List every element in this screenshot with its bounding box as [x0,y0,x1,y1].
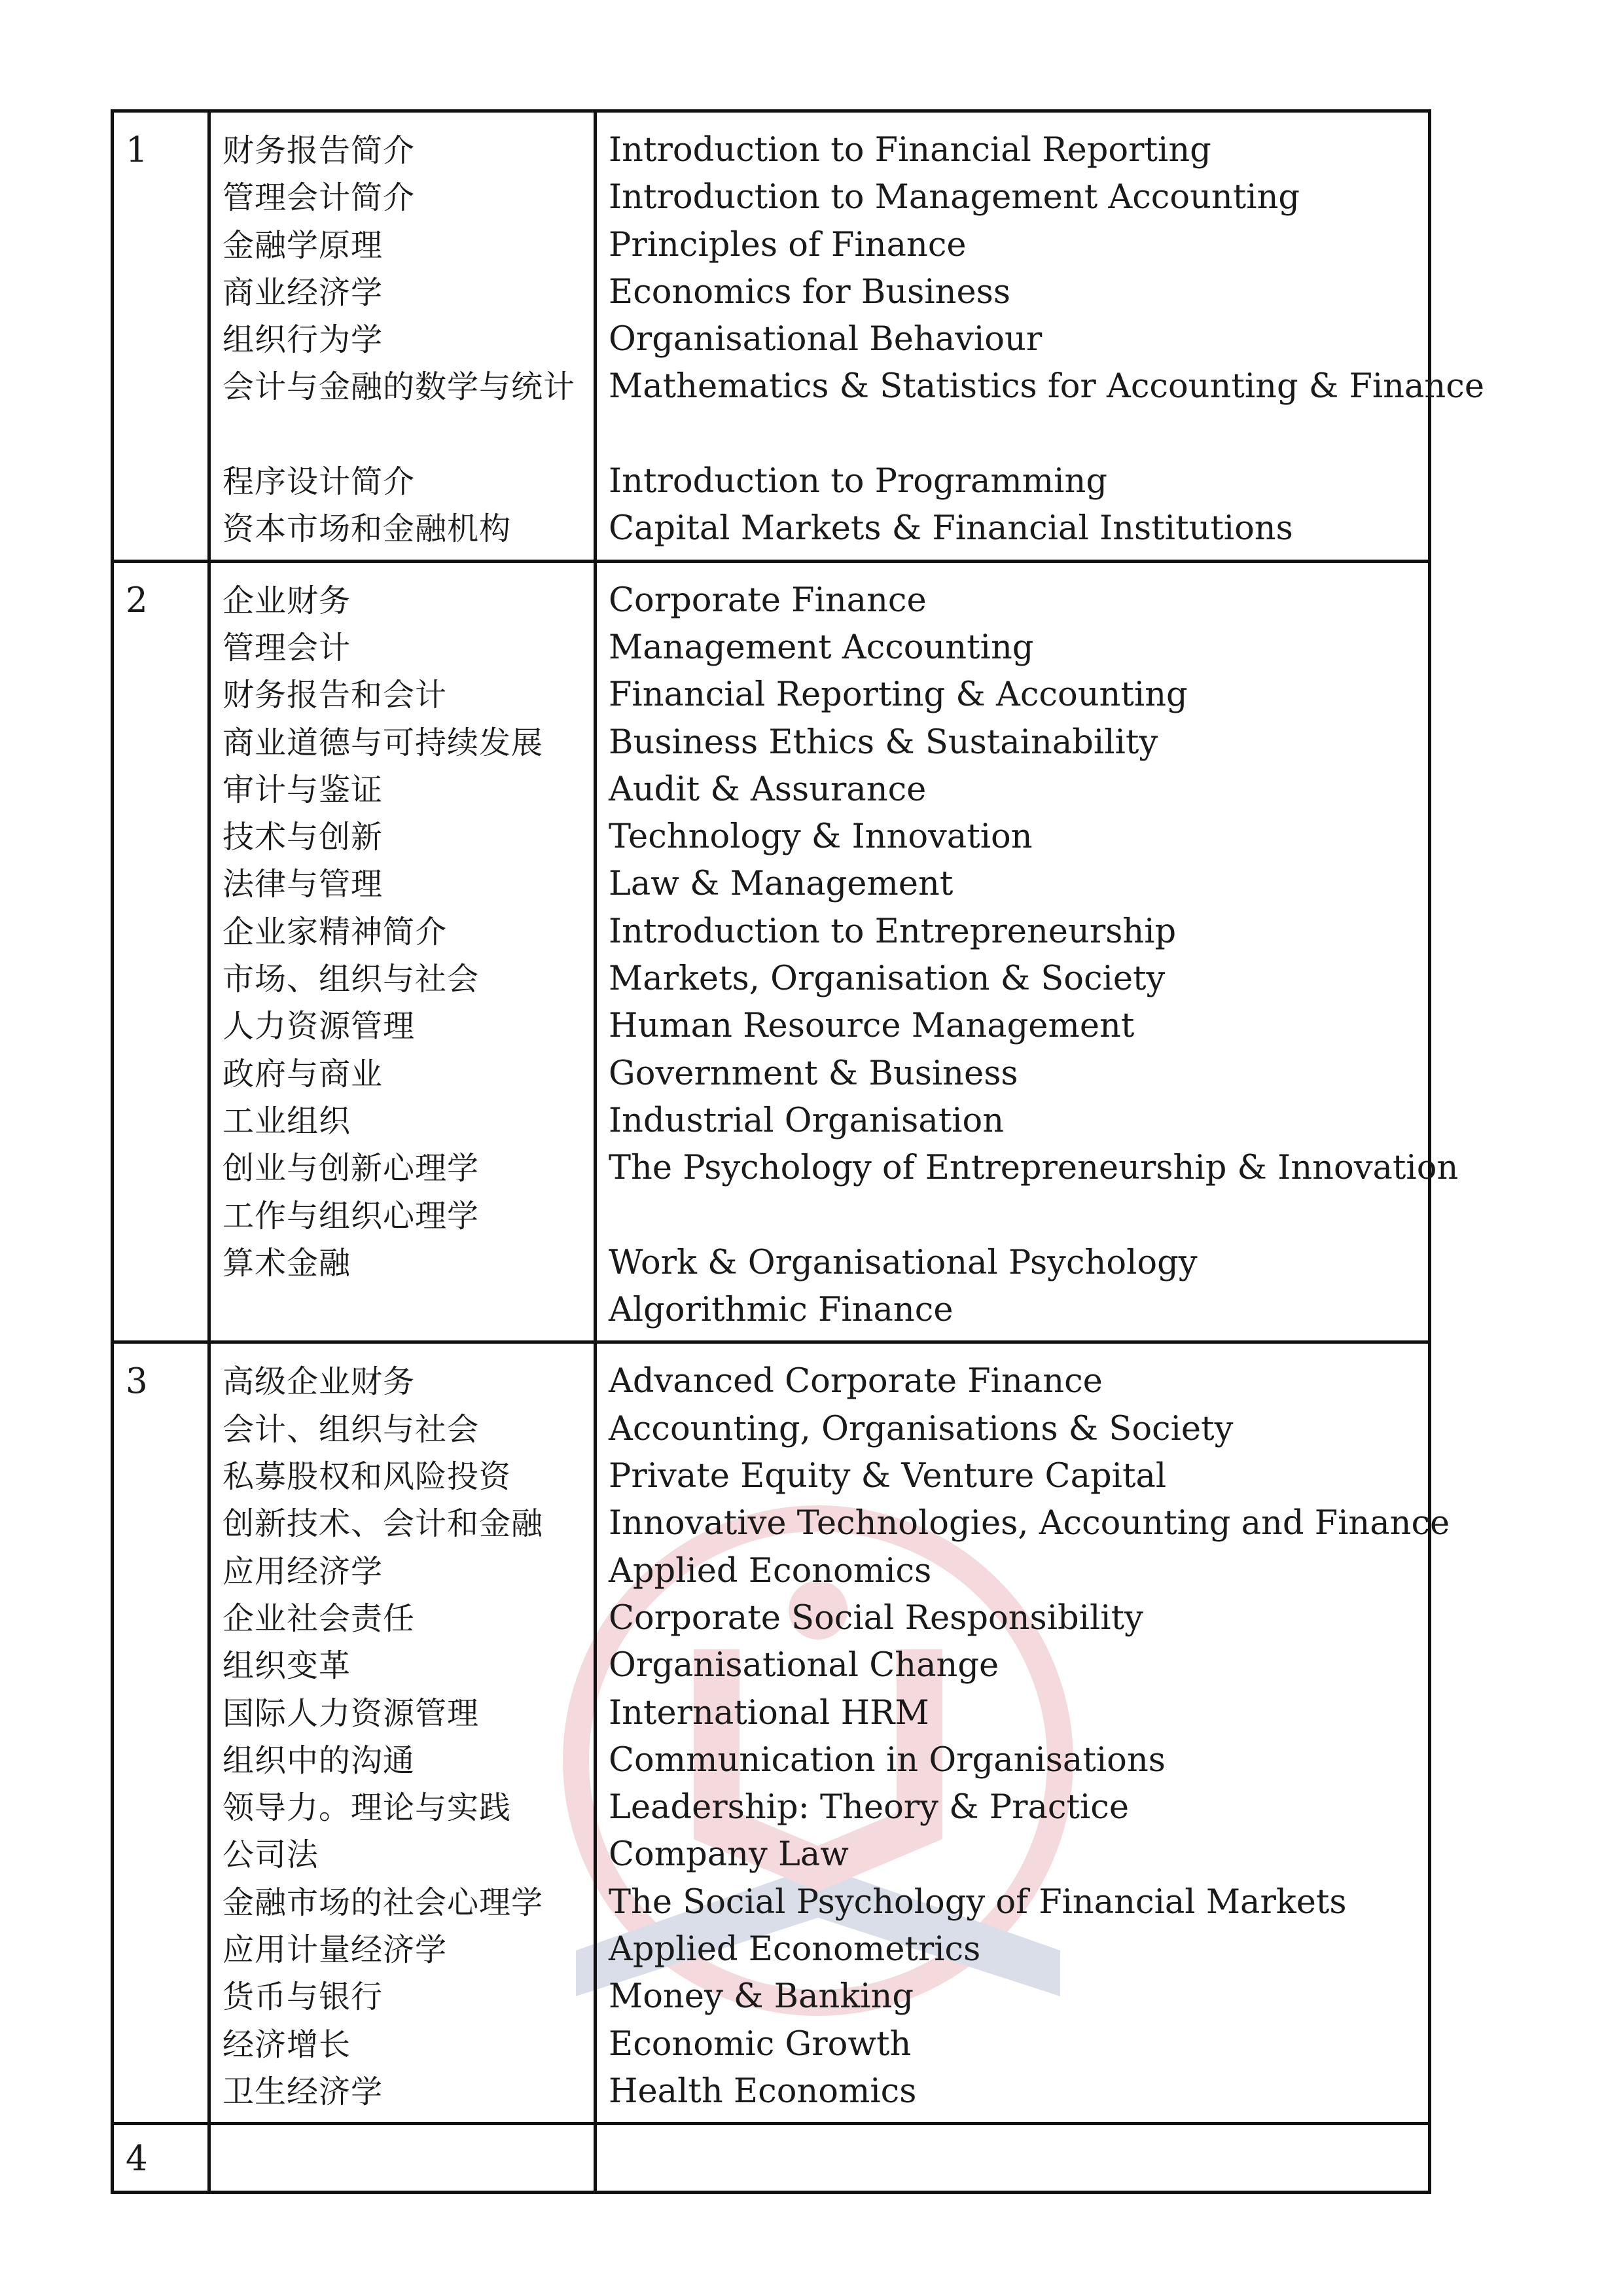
chinese-course-name: 卫生经济学 [223,2073,383,2110]
english-course-name: Human Resource Management [609,1007,1135,1046]
chinese-course-name: 领导力。理论与实践 [223,1789,512,1827]
chinese-course-name [223,411,583,458]
english-course-name: Innovative Technologies, Accounting and Finance [609,1504,1450,1543]
english-course-name: International HRM [609,1693,929,1732]
english-course-name: Leadership: Theory & Practice [609,1788,1130,1827]
english-course-list [596,1342,1450,2124]
chinese-course-name: 政府与商业 [223,1055,383,1092]
chinese-course-name: 资本市场和金融机构 [223,511,512,548]
year-label: 4 [126,2139,148,2179]
year-label: 2 [126,580,148,620]
english-course-name: Applied Economics [609,1551,932,1590]
chinese-course-list [209,111,596,562]
year-cell [113,111,209,562]
chinese-course-name: 会计、组织与社会 [223,1410,480,1448]
chinese-course-name: 人力资源管理 [223,1008,416,1045]
chinese-course-name: 管理会计 [223,629,351,666]
english-course-name: Audit & Assurance [609,770,927,809]
chinese-course-name: 金融学原理 [223,226,383,264]
english-course-name: Introduction to Programming [609,462,1107,501]
english-course-name: Government & Business [609,1054,1018,1093]
chinese-course-name: 管理会计简介 [223,179,416,217]
year-cell [113,1342,209,2124]
english-course-name: Economics for Business [609,272,1011,312]
chinese-course-name: 企业财务 [223,582,351,619]
english-course-name: Technology & Innovation [609,817,1033,857]
english-course-name: Introduction to Entrepreneurship [609,912,1177,951]
english-course-name: Business Ethics & Sustainability [609,723,1158,762]
english-course-name: Accounting, Organisations & Society [609,1409,1234,1448]
english-course-name: Private Equity & Venture Capital [609,1457,1167,1496]
chinese-course-name: 国际人力资源管理 [223,1695,480,1732]
english-course-name: Work & Organisational Psychology [609,1243,1198,1282]
chinese-course-name: 企业社会责任 [223,1600,416,1637]
english-course-name: Financial Reporting & Accounting [609,675,1188,715]
chinese-course-name: 法律与管理 [223,866,383,903]
english-course-name: The Psychology of Entrepreneurship & Innovation [609,1149,1459,1188]
english-course-name: Industrial Organisation [609,1101,1005,1140]
chinese-course-name: 货币与银行 [223,1979,383,2016]
english-course-name: Law & Management [609,865,954,904]
chinese-course-name: 财务报告简介 [223,132,416,169]
year-label: 1 [126,130,148,170]
english-course-name [609,1193,1418,1240]
chinese-course-name: 算术金融 [223,1244,351,1282]
chinese-course-name: 会计与金融的数学与统计 [223,368,576,406]
english-course-name: Principles of Finance [609,225,967,264]
english-course-name [609,411,1418,458]
english-course-list [596,2124,1430,2193]
chinese-course-list [209,2124,596,2193]
english-course-name: Capital Markets & Financial Institutions [609,509,1293,548]
chinese-course-name: 应用经济学 [223,1552,383,1590]
chinese-course-name: 工作与组织心理学 [223,1197,480,1234]
chinese-course-name: 高级企业财务 [223,1363,416,1401]
chinese-course-name: 商业经济学 [223,274,383,311]
chinese-course-name: 经济增长 [223,2026,351,2063]
chinese-course-name: 商业道德与可持续发展 [223,724,544,761]
chinese-course-name: 应用计量经济学 [223,1931,448,1968]
chinese-course-name: 技术与创新 [223,819,383,856]
english-course-name: Markets, Organisation & Society [609,960,1166,999]
course-table-body [113,111,1485,2193]
chinese-course-name [223,1287,583,1334]
english-course-name: Introduction to Financial Reporting [609,131,1211,170]
chinese-course-name: 财务报告和会计 [223,677,448,714]
english-course-name: Health Economics [609,2072,917,2111]
english-course-name: Corporate Social Responsibility [609,1598,1143,1638]
table-row [113,2124,1430,2193]
english-course-name: Economic Growth [609,2024,912,2064]
chinese-course-name: 公司法 [223,1837,319,1874]
english-course-name: Company Law [609,1835,849,1874]
chinese-course-name: 程序设计简介 [223,463,416,501]
english-course-name: Corporate Finance [609,581,927,620]
chinese-course-name: 创新技术、会计和金融 [223,1505,544,1543]
chinese-course-name: 组织变革 [223,1647,351,1685]
english-course-name: Algorithmic Finance [609,1291,954,1330]
chinese-course-name: 审计与鉴证 [223,771,383,808]
chinese-course-name: 组织行为学 [223,321,383,359]
english-course-name: The Social Psychology of Financial Markets [609,1882,1347,1922]
english-course-list [596,111,1485,562]
chinese-course-name: 私募股权和风险投资 [223,1458,512,1496]
chinese-course-name: 组织中的沟通 [223,1742,416,1779]
table-row [113,1342,1430,2124]
english-course-name: Applied Econometrics [609,1929,981,1969]
chinese-course-name: 金融市场的社会心理学 [223,1884,544,1921]
chinese-course-name: 企业家精神简介 [223,913,448,950]
english-course-name: Organisational Behaviour [609,320,1043,359]
chinese-course-name: 创业与创新心理学 [223,1150,480,1187]
table-row [113,111,1430,562]
chinese-course-list [209,1342,596,2124]
english-course-list [596,561,1459,1342]
english-course-name: Advanced Corporate Finance [609,1362,1103,1401]
english-course-name: Money & Banking [609,1977,914,2017]
english-course-name: Mathematics & Statistics for Accounting & Finance [609,367,1485,406]
table-row [113,561,1430,1342]
chinese-course-name: 工业组织 [223,1102,351,1139]
course-table [111,109,1485,2194]
year-label: 3 [126,1361,148,1402]
english-course-name: Organisational Change [609,1646,999,1685]
english-course-name: Introduction to Management Accounting [609,178,1300,217]
year-cell [113,2124,209,2193]
english-course-name: Communication in Organisations [609,1740,1166,1780]
chinese-course-name: 市场、组织与社会 [223,961,480,998]
year-cell [113,561,209,1342]
chinese-course-list [209,561,596,1342]
english-course-name: Management Accounting [609,628,1034,667]
